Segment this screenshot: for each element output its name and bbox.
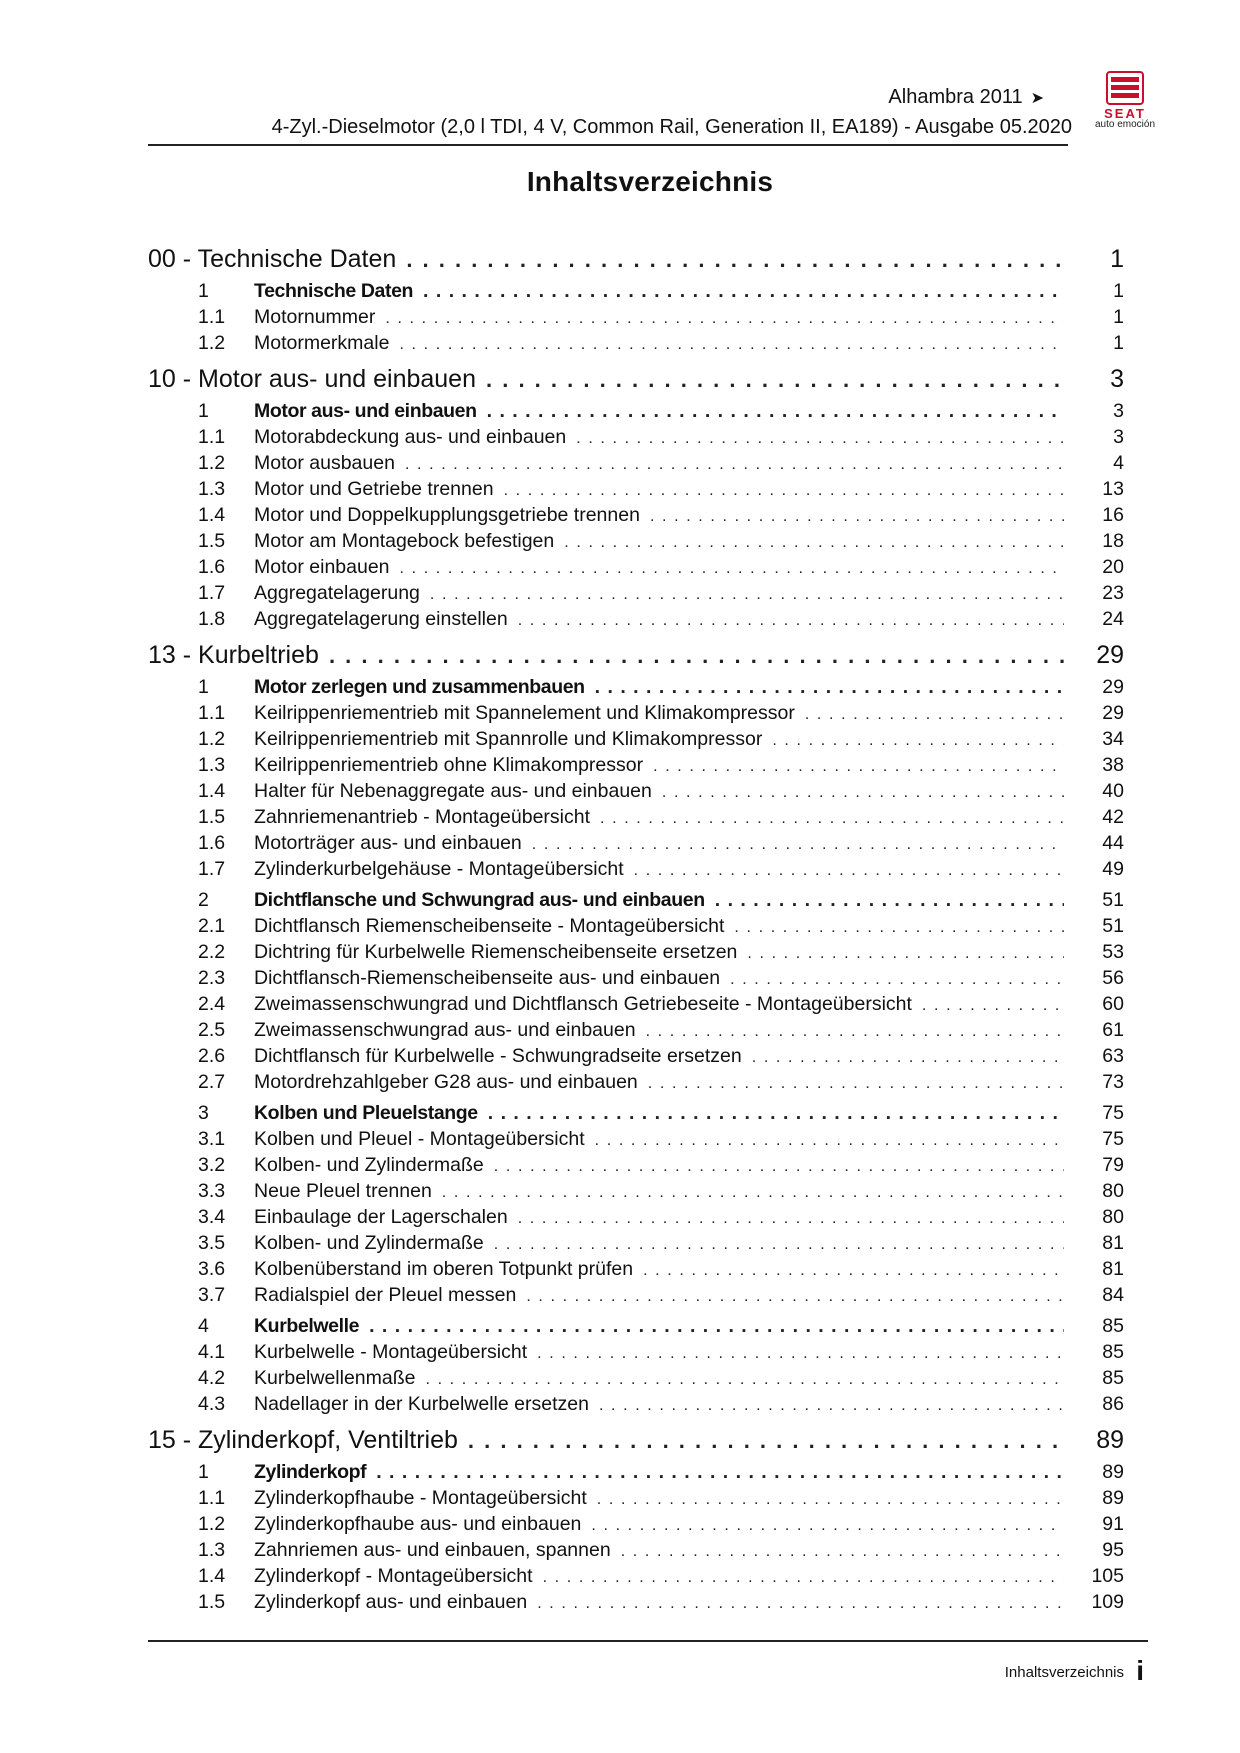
toc-sub-row[interactable] (148, 580, 1124, 606)
toc-dot-leader (591, 1513, 1064, 1539)
toc-section-row[interactable] (148, 1313, 1124, 1339)
toc-dot-leader (734, 915, 1064, 941)
toc-sub-row[interactable] (148, 965, 1124, 991)
toc-page-number: 84 (1102, 1284, 1124, 1306)
footer-page-number: i (1136, 1655, 1144, 1686)
toc-entry-title: Dichtflansch-Riemenscheibenseite aus- und einbauen (254, 967, 721, 989)
toc-page-number: 24 (1102, 608, 1124, 630)
toc-entry-number: 1.4 (198, 1565, 226, 1587)
toc-entry-number: 1.5 (198, 806, 226, 828)
toc-entry-number: 2.5 (198, 1019, 226, 1041)
toc-page-number: 81 (1102, 1232, 1124, 1254)
toc-page-number: 20 (1102, 556, 1124, 578)
toc-sub-row[interactable] (148, 1391, 1124, 1417)
toc-dot-leader (621, 1539, 1064, 1565)
toc-section-row[interactable] (148, 1100, 1124, 1126)
toc-entry-number: 3.4 (198, 1206, 226, 1228)
arrow-right-icon: ➤ (1030, 90, 1044, 107)
toc-entry-title: Keilrippenriementrieb mit Spannelement und Klimakompressor (254, 702, 795, 724)
toc-entry-title: Dichtflansch für Kurbelwelle - Schwungradseite ersetzen (254, 1045, 742, 1067)
toc-entry-title: Kolben- und Zylindermaße (254, 1154, 484, 1176)
toc-entry-title: Kolben und Pleuel - Montageübersicht (254, 1128, 585, 1150)
toc-page-number: 38 (1102, 754, 1124, 776)
toc-entry-title: Kurbelwellenmaße (254, 1367, 416, 1389)
toc-dot-leader (487, 398, 1064, 424)
toc-entry-number: 1.5 (198, 530, 226, 552)
toc-section-row[interactable] (148, 674, 1124, 700)
toc-dot-leader (423, 278, 1064, 304)
toc-entry-number: 1.7 (198, 858, 226, 880)
toc-section-row[interactable] (148, 278, 1124, 304)
toc-entry-title: Motormerkmale (254, 332, 390, 354)
toc-dot-leader (597, 1487, 1064, 1513)
toc-entry-number: 3.6 (198, 1258, 226, 1280)
header-model-line (888, 86, 1044, 109)
toc-entry-title: Radialspiel der Pleuel messen (254, 1284, 517, 1306)
toc-entry-title: Zweimassenschwungrad aus- und einbauen (254, 1019, 636, 1041)
toc-chapter-row[interactable] (148, 1425, 1124, 1455)
toc-dot-leader (650, 504, 1064, 530)
toc-dot-leader (537, 1341, 1064, 1367)
toc-entry-title: Halter für Nebenaggregate aus- und einbauen (254, 780, 652, 802)
toc-dot-leader (385, 306, 1064, 332)
toc-entry-number: 1.2 (198, 452, 226, 474)
page-title: Inhaltsverzeichnis (526, 166, 774, 197)
toc-sub-row[interactable] (148, 752, 1124, 778)
toc-entry-number: 1 (198, 400, 209, 422)
toc-dot-leader (599, 1393, 1064, 1419)
toc-sub-row[interactable] (148, 424, 1124, 450)
toc-page-number: 89 (1102, 1487, 1124, 1509)
toc-sub-row[interactable] (148, 304, 1124, 330)
toc-entry-number: 4 (198, 1315, 209, 1337)
toc-sub-row[interactable] (148, 1511, 1124, 1537)
toc-entry-number: 1.8 (198, 608, 226, 630)
toc-dot-leader (634, 858, 1064, 884)
toc-entry-title: Motordrehzahlgeber G28 aus- und einbauen (254, 1071, 638, 1093)
toc-page-number: 49 (1102, 858, 1124, 880)
toc-page-number: 75 (1102, 1128, 1124, 1150)
toc-sub-row[interactable] (148, 554, 1124, 580)
toc-entry-title: Motor am Montagebock befestigen (254, 530, 555, 552)
toc-entry-number: 2 (198, 889, 209, 911)
toc-sub-row[interactable] (148, 1178, 1124, 1204)
toc-dot-leader (494, 1154, 1064, 1180)
toc-entry-number: 3.3 (198, 1180, 226, 1202)
toc-sub-row[interactable] (148, 913, 1124, 939)
toc-dot-leader (747, 941, 1064, 967)
seat-logo (1085, 70, 1165, 140)
toc-sub-row[interactable] (148, 1256, 1124, 1282)
page-header (148, 86, 1240, 146)
toc-entry-title: Dichtring für Kurbelwelle Riemenscheibenseite ersetzen (254, 941, 738, 963)
toc-dot-leader (399, 332, 1064, 358)
toc-entry-title: 00 - Technische Daten (148, 245, 397, 273)
toc-sub-row[interactable] (148, 476, 1124, 502)
toc-sub-row[interactable] (148, 606, 1124, 632)
toc-sub-row[interactable] (148, 778, 1124, 804)
toc-page-number: 85 (1102, 1341, 1124, 1363)
toc-sub-row[interactable] (148, 1339, 1124, 1365)
toc-dot-leader (648, 1071, 1064, 1097)
toc-entry-number: 3 (198, 1102, 209, 1124)
toc-page-number: 4 (1113, 452, 1124, 474)
toc-sub-row[interactable] (148, 1204, 1124, 1230)
toc-page-number: 75 (1102, 1102, 1124, 1124)
toc-entry-number: 1.2 (198, 728, 226, 750)
toc-entry-number: 1.3 (198, 754, 226, 776)
toc-entry-number: 2.2 (198, 941, 226, 963)
toc-sub-row[interactable] (148, 450, 1124, 476)
toc-page-number: 29 (1102, 702, 1124, 724)
toc-page-number: 81 (1102, 1258, 1124, 1280)
toc-entry-title: Keilrippenriementrieb ohne Klimakompressor (254, 754, 644, 776)
toc-entry-number: 1.6 (198, 556, 226, 578)
toc-page-number: 53 (1102, 941, 1124, 963)
toc-dot-leader (329, 641, 1064, 671)
toc-dot-leader (426, 1367, 1065, 1393)
toc-page-number: 1 (1113, 280, 1124, 302)
toc-entry-title: Motornummer (254, 306, 376, 328)
toc-sub-row[interactable] (148, 1069, 1124, 1095)
toc-dot-leader (430, 582, 1064, 608)
toc-sub-row[interactable] (148, 1537, 1124, 1563)
toc-entry-title: Neue Pleuel trennen (254, 1180, 432, 1202)
toc-dot-leader (369, 1313, 1064, 1339)
toc-entry-title: Motorabdeckung aus- und einbauen (254, 426, 567, 448)
toc-page-number: 18 (1102, 530, 1124, 552)
toc-dot-leader (468, 1426, 1064, 1456)
toc-page-number: 61 (1102, 1019, 1124, 1041)
toc-sub-row[interactable] (148, 939, 1124, 965)
toc-entry-number: 2.6 (198, 1045, 226, 1067)
toc-sub-row[interactable] (148, 991, 1124, 1017)
toc-page-number: 80 (1102, 1206, 1124, 1228)
toc-page-number: 3 (1110, 365, 1124, 393)
toc-dot-leader (376, 1459, 1064, 1485)
toc-dot-leader (518, 1206, 1064, 1232)
toc-entry-title: 13 - Kurbeltrieb (148, 641, 319, 669)
toc-sub-row[interactable] (148, 1589, 1124, 1615)
toc-entry-number: 2.1 (198, 915, 226, 937)
toc-chapter-row[interactable] (148, 244, 1124, 274)
toc-page-number: 89 (1102, 1461, 1124, 1483)
toc-entry-number: 1.3 (198, 1539, 226, 1561)
toc-entry-title: Motor einbauen (254, 556, 390, 578)
toc-dot-leader (922, 993, 1064, 1019)
toc-dot-leader (730, 967, 1064, 993)
toc-entry-number: 3.2 (198, 1154, 226, 1176)
toc-entry-title: 15 - Zylinderkopf, Ventiltrieb (148, 1426, 458, 1454)
toc-entry-title: Zahnriemen aus- und einbauen, spannen (254, 1539, 611, 1561)
toc-page-number: 13 (1102, 478, 1124, 500)
toc-page-number: 3 (1113, 400, 1124, 422)
toc-page-number: 85 (1102, 1315, 1124, 1337)
toc-entry-title: Motor und Doppelkupplungsgetriebe trennen (254, 504, 640, 526)
toc-page-number: 1 (1113, 332, 1124, 354)
logo-tagline: auto emoción (1094, 119, 1156, 130)
toc-dot-leader (653, 754, 1064, 780)
logo-brand: SEAT (1104, 106, 1146, 121)
toc-entry-title: Aggregatelagerung einstellen (254, 608, 508, 630)
toc-page-number: 80 (1102, 1180, 1124, 1202)
toc-page-number: 44 (1102, 832, 1124, 854)
toc-dot-leader (576, 426, 1064, 452)
toc-dot-leader (752, 1045, 1064, 1071)
header-divider (148, 144, 1068, 146)
table-of-contents (148, 236, 1124, 1615)
toc-entry-title: Einbaulage der Lagerschalen (254, 1206, 508, 1228)
toc-entry-number: 1.4 (198, 504, 226, 526)
toc-page-number: 34 (1102, 728, 1124, 750)
toc-entry-title: Kolben und Pleuelstange (254, 1102, 478, 1124)
toc-page-number: 16 (1102, 504, 1124, 526)
toc-entry-title: Zahnriemenantrieb - Montageübersicht (254, 806, 591, 828)
toc-page-number: 79 (1102, 1154, 1124, 1176)
toc-entry-number: 1.2 (198, 332, 226, 354)
toc-page-number: 109 (1091, 1591, 1124, 1613)
toc-page-number: 89 (1096, 1426, 1124, 1454)
toc-entry-number: 1.1 (198, 306, 226, 328)
toc-entry-title: Motor und Getriebe trennen (254, 478, 494, 500)
toc-entry-title: Motor zerlegen und zusammenbauen (254, 676, 585, 698)
toc-page-number: 95 (1102, 1539, 1124, 1561)
toc-sub-row[interactable] (148, 1282, 1124, 1308)
toc-sub-row[interactable] (148, 1365, 1124, 1391)
toc-dot-leader (715, 887, 1064, 913)
toc-dot-leader (662, 780, 1064, 806)
toc-sub-row[interactable] (148, 1485, 1124, 1511)
toc-page-number: 60 (1102, 993, 1124, 1015)
toc-entry-title: Zylinderkopf - Montageübersicht (254, 1565, 533, 1587)
toc-dot-leader (595, 1128, 1064, 1154)
header-subtitle: 4-Zyl.-Dieselmotor (2,0 l TDI, 4 V, Common Rail, Generation II, EA189) - Ausgabe 05.2020 (271, 116, 1072, 138)
toc-dot-leader (504, 478, 1064, 504)
toc-dot-leader (772, 728, 1064, 754)
footer-divider (148, 1640, 1148, 1642)
toc-page-number: 105 (1091, 1565, 1124, 1587)
seat-logo-icon (1105, 70, 1145, 106)
toc-entry-title: Zylinderkopf aus- und einbauen (254, 1591, 528, 1613)
toc-entry-number: 3.1 (198, 1128, 226, 1150)
toc-dot-leader (564, 530, 1064, 556)
toc-entry-title: Dichtflansch Riemenscheibenseite - Montageübersicht (254, 915, 725, 937)
toc-entry-title: 10 - Motor aus- und einbauen (148, 365, 476, 393)
toc-page-number: 51 (1102, 915, 1124, 937)
toc-page-number: 29 (1102, 676, 1124, 698)
toc-entry-title: Zylinderkurbelgehäuse - Montageübersicht (254, 858, 624, 880)
toc-entry-title: Zylinderkopfhaube aus- und einbauen (254, 1513, 582, 1535)
toc-entry-number: 1.5 (198, 1591, 226, 1613)
toc-entry-number: 1.7 (198, 582, 226, 604)
toc-entry-number: 1.3 (198, 478, 226, 500)
toc-page-number: 73 (1102, 1071, 1124, 1093)
toc-entry-number: 4.2 (198, 1367, 226, 1389)
toc-entry-title: Technische Daten (254, 280, 414, 302)
toc-page-number: 1 (1110, 245, 1124, 273)
toc-entry-title: Kolben- und Zylindermaße (254, 1232, 484, 1254)
toc-dot-leader (405, 452, 1064, 478)
toc-dot-leader (532, 832, 1064, 858)
toc-sub-row[interactable] (148, 726, 1124, 752)
toc-dot-leader (400, 556, 1064, 582)
toc-page-number: 42 (1102, 806, 1124, 828)
toc-sub-row[interactable] (148, 330, 1124, 356)
toc-entry-title: Zylinderkopfhaube - Montageübersicht (254, 1487, 587, 1509)
toc-sub-row[interactable] (148, 1152, 1124, 1178)
toc-entry-number: 1.6 (198, 832, 226, 854)
toc-entry-number: 2.4 (198, 993, 226, 1015)
toc-dot-leader (600, 806, 1064, 832)
toc-entry-title: Motor aus- und einbauen (254, 400, 477, 422)
toc-entry-title: Keilrippenriementrieb mit Spannrolle und Klimakompressor (254, 728, 763, 750)
toc-entry-number: 2.7 (198, 1071, 226, 1093)
toc-dot-leader (486, 365, 1064, 395)
toc-sub-row[interactable] (148, 1230, 1124, 1256)
toc-page-number: 29 (1096, 641, 1124, 669)
toc-page-number: 1 (1113, 306, 1124, 328)
toc-entry-number: 1.2 (198, 1513, 226, 1535)
toc-entry-title: Motorträger aus- und einbauen (254, 832, 522, 854)
toc-dot-leader (526, 1284, 1064, 1310)
toc-dot-leader (442, 1180, 1064, 1206)
toc-sub-row[interactable] (148, 1043, 1124, 1069)
toc-dot-leader (494, 1232, 1064, 1258)
toc-entry-title: Dichtflansche und Schwungrad aus- und einbauen (254, 889, 705, 911)
toc-sub-row[interactable] (148, 502, 1124, 528)
toc-section-row[interactable] (148, 1459, 1124, 1485)
toc-section-row[interactable] (148, 398, 1124, 424)
toc-dot-leader (488, 1100, 1064, 1126)
toc-page-number: 56 (1102, 967, 1124, 989)
toc-entry-title: Kolbenüberstand im oberen Totpunkt prüfen (254, 1258, 634, 1280)
toc-chapter-row[interactable] (148, 640, 1124, 670)
toc-sub-row[interactable] (148, 804, 1124, 830)
toc-sub-row[interactable] (148, 1017, 1124, 1043)
toc-entry-number: 1.1 (198, 702, 226, 724)
toc-sub-row[interactable] (148, 528, 1124, 554)
toc-entry-title: Nadellager in der Kurbelwelle ersetzen (254, 1393, 589, 1415)
toc-entry-title: Kurbelwelle (254, 1315, 360, 1337)
toc-dot-leader (406, 245, 1064, 275)
toc-entry-number: 1.1 (198, 1487, 226, 1509)
toc-sub-row[interactable] (148, 1563, 1124, 1589)
toc-entry-number: 1 (198, 1461, 209, 1483)
toc-entry-title: Zweimassenschwungrad und Dichtflansch Getriebeseite - Montageübersicht (254, 993, 912, 1015)
toc-page-number: 51 (1102, 889, 1124, 911)
toc-entry-number: 1.4 (198, 780, 226, 802)
toc-dot-leader (518, 608, 1064, 634)
toc-page-number: 91 (1102, 1513, 1124, 1535)
toc-page-number: 40 (1102, 780, 1124, 802)
header-model: Alhambra 2011 (888, 86, 1023, 108)
toc-entry-number: 4.1 (198, 1341, 226, 1363)
toc-page-number: 86 (1102, 1393, 1124, 1415)
toc-page-number: 85 (1102, 1367, 1124, 1389)
toc-entry-number: 2.3 (198, 967, 226, 989)
toc-entry-number: 1.1 (198, 426, 226, 448)
toc-dot-leader (805, 702, 1064, 728)
toc-section-row[interactable] (148, 887, 1124, 913)
toc-entry-number: 1 (198, 280, 209, 302)
toc-entry-title: Zylinderkopf (254, 1461, 367, 1483)
toc-dot-leader (643, 1258, 1064, 1284)
footer-label: Inhaltsverzeichnis (1004, 1664, 1124, 1681)
toc-dot-leader (595, 674, 1064, 700)
toc-sub-row[interactable] (148, 700, 1124, 726)
toc-entry-number: 1 (198, 676, 209, 698)
toc-entry-title: Kurbelwelle - Montageübersicht (254, 1341, 528, 1363)
toc-sub-row[interactable] (148, 830, 1124, 856)
toc-entry-number: 3.7 (198, 1284, 226, 1306)
toc-page-number: 23 (1102, 582, 1124, 604)
toc-dot-leader (543, 1565, 1064, 1591)
toc-sub-row[interactable] (148, 1126, 1124, 1152)
toc-entry-title: Motor ausbauen (254, 452, 395, 474)
toc-entry-number: 3.5 (198, 1232, 226, 1254)
toc-entry-number: 4.3 (198, 1393, 226, 1415)
toc-dot-leader (646, 1019, 1064, 1045)
toc-page-number: 3 (1113, 426, 1124, 448)
toc-dot-leader (537, 1591, 1064, 1617)
toc-entry-title: Aggregatelagerung (254, 582, 420, 604)
toc-chapter-row[interactable] (148, 364, 1124, 394)
toc-page-number: 63 (1102, 1045, 1124, 1067)
toc-sub-row[interactable] (148, 856, 1124, 882)
